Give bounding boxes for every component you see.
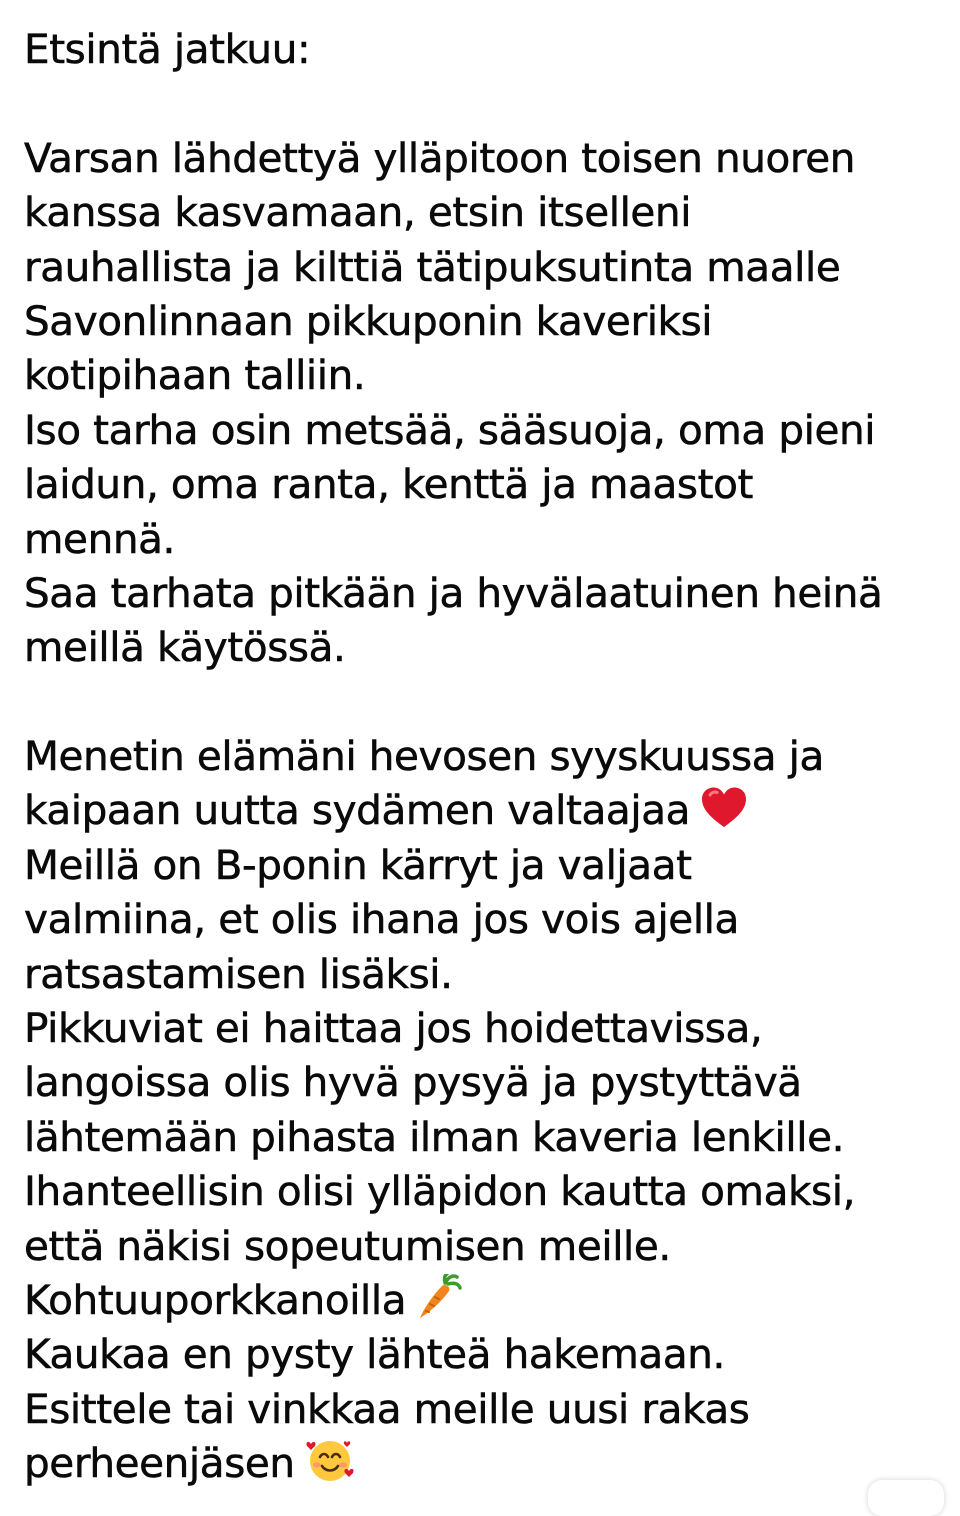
text-line-label: Kohtuuporkkanoilla — [24, 1275, 407, 1324]
text-line: Meillä on B-ponin kärryt ja valjaat — [24, 840, 692, 889]
text-line-label: perheenjäsen — [24, 1439, 295, 1488]
note-text — [24, 22, 944, 1491]
smiling-face-with-hearts-icon — [305, 1437, 355, 1496]
text-line: Savonlinnaan pikkuponin kaveriksi — [24, 296, 713, 345]
text-line: Saa tarhata pitkään ja hyvälaatuinen heinä — [24, 568, 883, 617]
text-line-with-heart — [24, 783, 944, 837]
red-heart-icon — [700, 786, 748, 843]
text-line: Varsan lähdettyä ylläpitoon toisen nuoren — [24, 133, 856, 182]
text-line: Pikkuviat ei haittaa jos hoidettavissa, — [24, 1004, 763, 1053]
text-line: ratsastamisen lisäksi. — [24, 949, 453, 998]
note-title: Etsintä jatkuu: — [24, 25, 311, 73]
text-line: Ihanteellisin olisi ylläpidon kautta omaksi, — [24, 1167, 856, 1216]
text-line: langoissa olis hyvä pysyä ja pystyttävä — [24, 1058, 802, 1107]
text-line: Esittele tai vinkkaa meille uusi rakas — [24, 1384, 750, 1433]
text-line: kotipihaan talliin. — [24, 351, 366, 400]
text-line: meillä käytössä. — [24, 623, 346, 672]
text-line: mennä. — [24, 514, 175, 563]
text-line-with-face — [24, 1436, 944, 1490]
text-line: lähtemään pihasta ilman kaveria lenkille. — [24, 1112, 845, 1161]
text-line: että näkisi sopeutumisen meille. — [24, 1221, 671, 1270]
text-line: Kaukaa en pysty lähteä hakemaan. — [24, 1330, 726, 1379]
carrot-icon — [416, 1274, 462, 1333]
text-line: Menetin elämäni hevosen syyskuussa ja — [24, 732, 824, 781]
text-line: rauhallista ja kilttiä tätipuksutinta maalle — [24, 242, 841, 291]
text-line-with-carrot — [24, 1273, 944, 1327]
corner-overlay-chip[interactable] — [868, 1480, 944, 1516]
text-line: kanssa kasvamaan, etsin itselleni — [24, 188, 692, 237]
blank-line — [24, 76, 944, 130]
text-line: laidun, oma ranta, kenttä ja maastot — [24, 460, 753, 509]
text-line-label: kaipaan uutta sydämen valtaajaa — [24, 786, 691, 835]
text-line: valmiina, et olis ihana jos vois ajella — [24, 895, 739, 944]
blank-line — [24, 675, 944, 729]
text-line: Iso tarha osin metsää, sääsuoja, oma pieni — [24, 405, 876, 454]
